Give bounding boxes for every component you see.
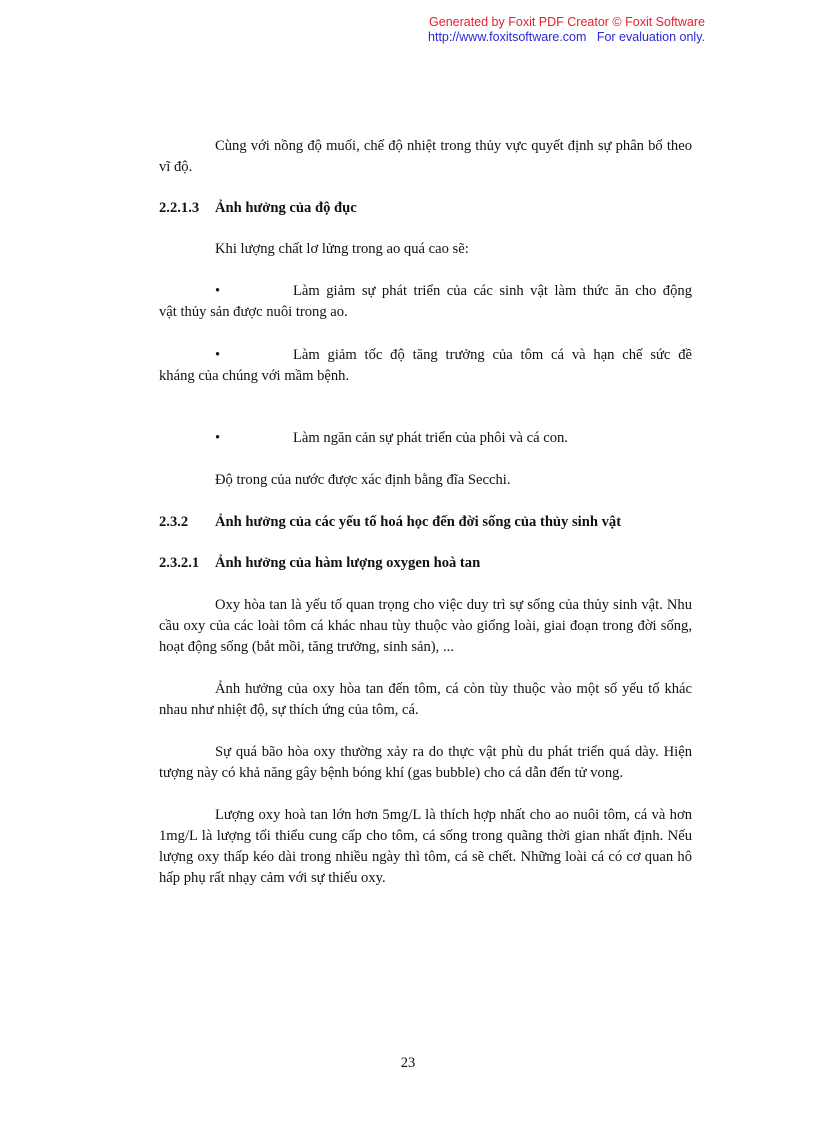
heading-number: 2.3.2 [159,514,189,530]
heading-2-2-1-3 [159,198,692,219]
bullet-text: Làm giảm tốc độ tăng trưởng của tôm cá và hạn chế sức đề [293,347,692,363]
paragraph-dissolved-oxygen: Oxy hòa tan là yếu tố quan trọng cho việc duy trì sự sống của thủy sinh vật. Nhu cầu oxy của các loài tôm cá khác nhau tùy thuộc vào giống loài, giai đoạn trong đời sống, hoạt động sống (bắt mồi, tăng trưởng, sinh sản), ... [159,597,692,655]
heading-title: Ảnh hưởng của độ đục [215,200,357,216]
watermark-line-2 [428,30,705,45]
bullet-item-2 [159,345,692,387]
watermark [428,15,705,45]
page-number: 23 [400,1055,416,1071]
paragraph-secchi: Độ trong của nước được xác định bằng đĩa Secchi. [215,472,511,488]
bullet-text: Làm ngăn cản sự phát triển của phôi và cá con. [293,430,568,446]
paragraph-suspended-solids: Khi lượng chất lơ lửng trong ao quá cao sẽ: [215,241,469,257]
watermark-note: For evaluation only. [596,30,705,44]
bullet-text-continuation: vật thủy sản được nuôi trong ao. [159,304,348,320]
heading-number: 2.3.2.1 [159,555,200,571]
paragraph-temperature: Cùng với nồng độ muối, chế độ nhiệt trong thủy vực quyết định sự phân bố theo vĩ độ. [159,138,692,175]
paragraph-oxygen-effect: Ảnh hưởng của oxy hòa tan đến tôm, cá còn tùy thuộc vào một số yếu tố khác nhau như nhiệt độ, sự thích ứng của tôm, cá. [159,681,692,718]
heading-2-3-2 [159,512,692,533]
page-body [159,136,692,889]
watermark-line-1: Generated by Foxit PDF Creator © Foxit Software [429,15,705,29]
heading-2-3-2-1 [159,553,692,574]
bullet-item-3 [159,428,692,449]
heading-number: 2.2.1.3 [159,200,200,216]
bullet-symbol: • [215,347,221,363]
bullet-item-1 [159,281,692,323]
bullet-text: Làm giảm sự phát triển của các sinh vật làm thức ăn cho động [293,283,692,299]
heading-title: Ảnh hưởng của các yếu tố hoá học đến đời sống của thủy sinh vật [215,514,622,530]
bullet-symbol: • [215,430,221,446]
paragraph-supersaturation: Sự quá bão hòa oxy thường xảy ra do thực vật phù du phát triển quá dày. Hiện tượng này có khả năng gây bệnh bóng khí (gas bubble) cho cá dẫn đến tử vong. [159,744,692,781]
watermark-url[interactable]: http://www.foxitsoftware.com [428,30,587,44]
bullet-symbol: • [215,283,221,299]
paragraph-oxygen-levels: Lượng oxy hoà tan lớn hơn 5mg/L là thích hợp nhất cho ao nuôi tôm, cá và hơn 1mg/L là lượng tối thiểu cung cấp cho tôm, cá sống trong quãng thời gian nhất định. Nếu lượng oxy thấp kéo dài trong nhiều ngày thì tôm, cá sẽ chết. Những loài cá có cơ quan hô hấp phụ rất nhạy cảm với sự thiếu oxy. [159,807,692,886]
bullet-text-continuation: kháng của chúng với mầm bệnh. [159,368,350,384]
heading-title: Ảnh hưởng của hàm lượng oxygen hoà tan [215,555,481,571]
